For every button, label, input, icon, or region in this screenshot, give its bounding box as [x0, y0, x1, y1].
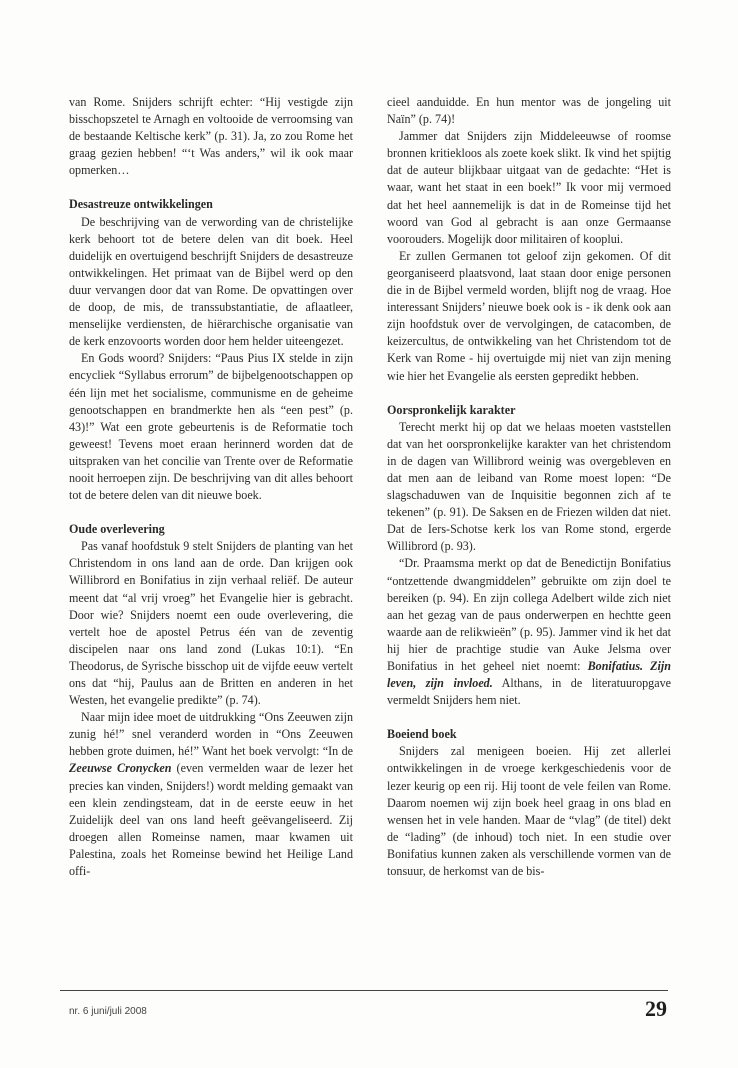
paragraph: [387, 555, 671, 709]
paragraph: Pas vanaf hoofdstuk 9 stelt Snijders de planting van het Christendom in ons land aan de orde. Dan krijgen ook Willibrord en Bonifatius in zijn verhaal reliëf. De auteur meent dat “al vrij vroeg” het Evangelie hier is gebracht. Door wie? Snijders noemt een oude overlevering, die vertelt hoe de apostel Petrus één van de zeventig discipelen naar ons land zond (Lukas 10:1). “En Theodorus, de Syrische bisschop uit de vijfde eeuw vertelt ons dat “hij, Paulus aan de Britten en anderen in het Westen, het evangelie predikte” (p. 74).: [69, 539, 353, 708]
paragraph: Er zullen Germanen tot geloof zijn gekomen. Of dit georganiseerd plaatsvond, laat staan door enige personen die in de Bijbel vermeld worden, blijft nog de vraag. Hoe interessant Snijders’ nieuwe boek ook is - ik denk ook aan zijn hoofdstuk over de vervolgingen, de catacomben, de keizercultus, de ontwikkeling van het Christendom tot de Kerk van Rome - hij overtuigde mij niet van zijn mening wie hier het Evangelie als eersten gepredikt hebben.: [387, 248, 671, 383]
paragraph: En Gods woord? Snijders: “Paus Pius IX stelde in zijn encycliek “Syllabus errorum” de bijbelgenootschappen op één lijn met het socialisme, communisme en de geheime genootschappen en brandmerkte hen als “een pest” (p. 43)!” Wat een grote gebeurtenis is de Reformatie toch geweest! Tevens moet eraan herinnerd worden dat de uitspraken van het concilie van Trente over de Reformatie nooit herroepen zijn. De beschrijving van dit alles behoort tot de betere delen van dit nieuwe boek.: [69, 351, 353, 503]
heading-desastreuze-ontwikkelingen: Desastreuze ontwikkelingen: [69, 197, 213, 212]
right-column: [387, 94, 671, 880]
text-segment: “Dr. Praamsma merkt op dat de Benedictijn Bonifatius “ontzettende dwangmiddelen” gebruikte om zijn doel te bereiken (p. 94). En zijn collega Adelbert wilde zich niet aan het gezag van de paus onderwerpen en hechtte geen waarde aan de relikwieën” (p. 95). Jammer vind ik het dat hij hier de prachtige studie van Auke Jelsma over Bonifatius in het geheel niet noemt:: [387, 556, 671, 673]
paragraph: [69, 709, 353, 880]
issue-label: nr. 6 juni/juli 2008: [69, 1006, 147, 1017]
paragraph: Snijders zal menigeen boeien. Hij zet allerlei ontwikkelingen in de vroege kerkgeschiedenis voor de lezer keurig op een rij. Hij toont de vele feilen van Rome. Daarom noemen wij zijn boek heel graag in ons blad en wensen het in vele handen. Maar de “vlag” (de titel) dekt de “lading” (de inhoud) toch niet. In een studie over Bonifatius kunnen zaken als verschillende vormen van de tonsuur, de herkomst van de bis-: [387, 744, 671, 879]
paragraph-intro: van Rome. Snijders schrijft echter: “Hij vestigde zijn bisschopszetel te Arnagh en voltooide de verroomsing van de bestaande Keltische kerk” (p. 31). Ja, zo zou Rome het graag gezien hebben! “‘t Was anders,” wil ik ook maar opmerken…: [69, 95, 353, 178]
paragraph: De beschrijving van de verwording van de christelijke kerk behoort tot de betere delen van dit boek. Heel duidelijk en overtuigend beschrijft Snijders de desastreuze ontwikkelingen. Het primaat van de Bijbel werd op den duur vervangen door dat van Rome. De opvattingen over de doop, de mis, de transsubstantiatie, de aflaatleer, menselijke verdiensten, de hiërarchische organisatie van de kerk enzovoorts worden door hem helder uiteengezet.: [69, 214, 353, 349]
book-title-zeeuwse-cronycken: Zeeuwse Cronycken: [69, 761, 172, 776]
heading-boeiend-boek: Boeiend boek: [387, 727, 457, 742]
book-title-bonifatius: Bonifatius. Zijn leven, zijn invloed.: [387, 659, 671, 691]
text-segment: Naar mijn idee moet de uitdrukking “Ons Zeeuwen zijn zunig hé!” snel veranderd worden in “Ons Zeeuwen hebben grote duimen, hé!” Want het boek vervolgt: “In de: [69, 710, 353, 759]
paragraph: Terecht merkt hij op dat we helaas moeten vaststellen dat van het oorspronkelijke karakter van het christendom in de dagen van Willibrord weinig was overgebleven en dat men aan de leiband van Rome moest lopen: “De slagschaduwen van de Inquisitie begonnen zich af te tekenen” (p. 91). De Saksen en de Friezen wilden dat niet. Dat de Iers-Schotse kerk los van Rome stond, ergerde Willibrord (p. 93).: [387, 419, 671, 554]
paragraph: Jammer dat Snijders zijn Middeleeuwse of roomse bronnen kritiekloos als zoete koek slikt. Ik vind het spijtig dat de auteur blijkbaar uitgaat van de gedachte: “Het is waar, want het staat in een boek!” Ik voor mij vermoed dat het heel aannemelijk is dat in de Romeinse tijd het woord van God al gebracht is aan onze Germaanse voorouders. Mogelijk door militairen of kooplui.: [387, 129, 671, 246]
heading-oude-overlevering: Oude overlevering: [69, 522, 165, 537]
footer-divider: [60, 990, 668, 991]
text-segment: (even vermelden waar de lezer het precies kan vinden, Snijders!) wordt melding gemaakt van een klein zendingsteam, dat in de eerste eeuw in het Zuidelijk deel van ons land heeft geëvangeliseerd. Zij droegen allen Romeinse namen, maar kwamen uit Palestina, zoals het Romeinse bewind het Heilige Land offi-: [69, 761, 353, 879]
page-number: 29: [645, 996, 667, 1021]
heading-oorspronkelijk-karakter: Oorspronkelijk karakter: [387, 402, 516, 417]
paragraph-continuation: cieel aanduidde. En hun mentor was de jongeling uit Naïn” (p. 74)!: [387, 95, 671, 127]
left-column: [69, 94, 353, 880]
text-segment: Althans, in de literatuuropgave vermeldt Snijders hem niet.: [387, 676, 671, 708]
